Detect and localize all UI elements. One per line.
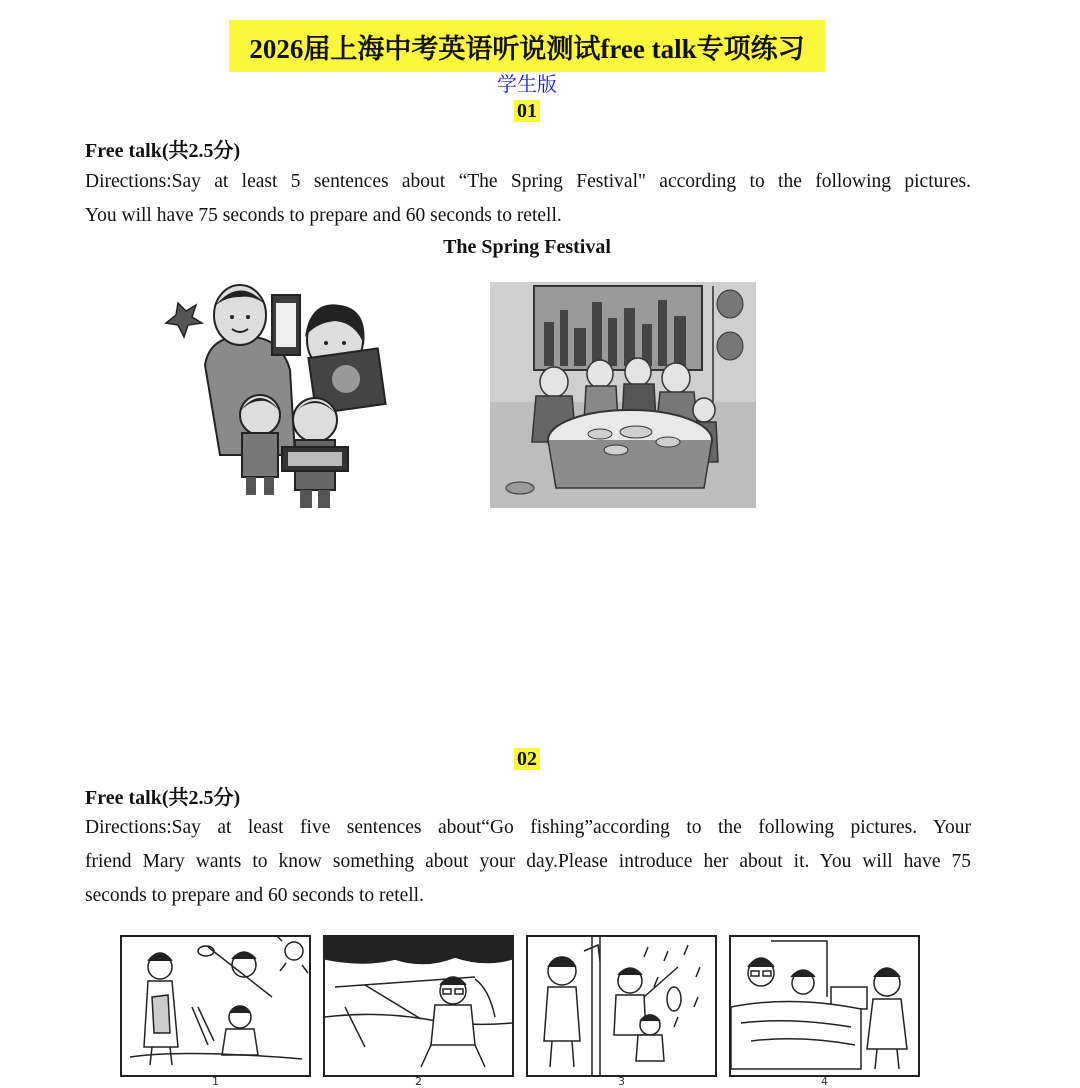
document-title: 2026届上海中考英语听说测试free talk专项练习 xyxy=(229,20,825,72)
section-02-directions-line-1: Directions:Say at least five sentences about“Go fishing”according to the following pictures. Your xyxy=(85,817,971,838)
section-02-directions-line-3: seconds to prepare and 60 seconds to retell. xyxy=(85,885,424,906)
section-02-number: 02 xyxy=(514,748,540,770)
section-02-directions-line-2: friend Mary wants to know something about your day.Please introduce her about it. You will have 75 xyxy=(85,851,971,872)
section-01-number: 01 xyxy=(514,100,540,122)
section-02-directions xyxy=(85,811,971,913)
go-fishing-panel-2 xyxy=(323,935,514,1088)
panel-2-label: 2 xyxy=(415,1075,422,1088)
section-01-directions-line-1: Directions:Say at least 5 sentences about “The Spring Festival" according to the following pictures. xyxy=(85,171,971,192)
go-fishing-panel-1 xyxy=(120,935,311,1088)
family-reunion-dinner-image xyxy=(490,282,756,508)
panel-4-label: 4 xyxy=(821,1075,828,1088)
section-01-number-wrapper xyxy=(0,98,1054,124)
section-01-heading: Free talk(共2.5分) xyxy=(85,140,241,162)
student-edition-label: 学生版 xyxy=(497,72,557,96)
spring-festival-picture-title: The Spring Festival xyxy=(443,236,611,258)
section-02-number-wrapper xyxy=(0,746,1054,772)
family-decorations-image xyxy=(150,275,410,525)
section-02-heading: Free talk(共2.5分) xyxy=(85,787,241,809)
panel-3-label: 3 xyxy=(618,1075,625,1088)
section-01-directions-line-2: You will have 75 seconds to prepare and 60 seconds to retell. xyxy=(85,205,562,226)
go-fishing-panel-3 xyxy=(526,935,717,1088)
panel-1-label: 1 xyxy=(212,1075,219,1088)
section-01-directions xyxy=(85,165,971,233)
go-fishing-panel-4 xyxy=(729,935,920,1088)
